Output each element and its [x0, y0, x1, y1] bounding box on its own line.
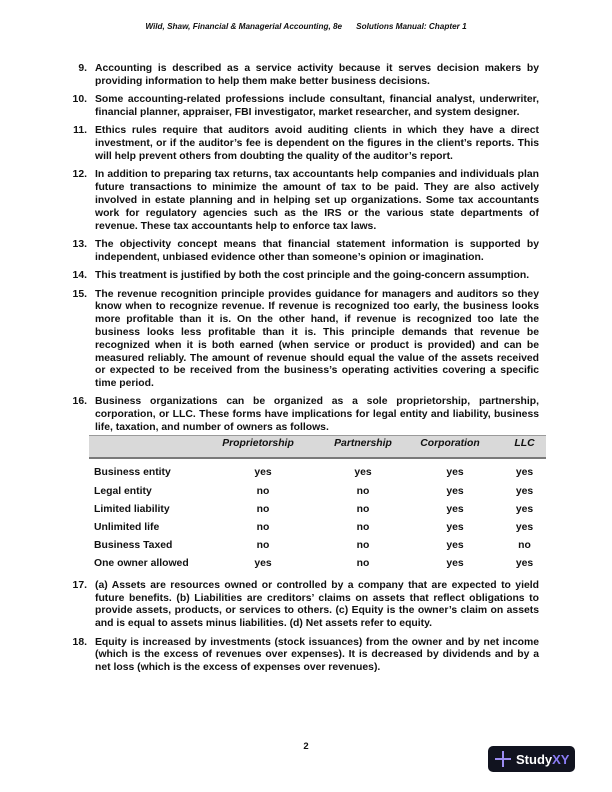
cell-llc: yes [515, 504, 534, 516]
item-text: Equity is increased by investments (stock issuances) from the owner and by net income (which is the excess of revenues over expenses). It is decreased by dividends and by a net loss (which is the excess of expenses over revenues). [95, 636, 539, 674]
row-label: Legal entity [94, 486, 152, 498]
cell-corporation: yes [446, 540, 464, 552]
item-text: The revenue recognition principle provides guidance for managers and auditors so they know when to recognize revenue. If revenue is recognized too early, the business looks more profitable than it is. On the other hand, if revenue is recognized too late the business looks less profitable than it is. This principle demands that revenue be recognized when it is both earned (when service or product is provided) and can be measured reliably. The amount of revenue should equal the value of the assets received or expected to be received from the business’s operating activities covering a specific time period. [95, 288, 539, 390]
cell-llc: yes [515, 558, 534, 570]
cell-partnership: no [356, 504, 370, 516]
item-number: 9. [78, 63, 87, 74]
table-row [89, 501, 546, 519]
table-row [89, 483, 546, 501]
column-header-partnership: Partnership [319, 435, 407, 458]
cell-proprietorship: yes [254, 467, 272, 479]
item-text: This treatment is justified by both the cost principle and the going-concern assumption. [95, 270, 530, 282]
cell-corporation: yes [446, 504, 464, 516]
cell-partnership: no [356, 558, 370, 570]
row-label: One owner allowed [94, 558, 189, 570]
header-book-title: Wild, Shaw, Financial & Managerial Accounting, 8e [145, 22, 343, 31]
answers-list [60, 63, 539, 681]
answer-item-11 [60, 125, 539, 163]
table-row [89, 458, 546, 483]
cell-partnership: no [356, 486, 370, 498]
cell-corporation: yes [446, 467, 464, 479]
cell-corporation: yes [446, 558, 464, 570]
answer-item-17 [60, 580, 539, 631]
answer-item-15 [60, 289, 539, 391]
row-label: Business entity [94, 467, 171, 479]
item-number: 14. [72, 270, 87, 282]
cell-proprietorship: no [256, 486, 270, 498]
header-chapter: Solutions Manual: Chapter 1 [356, 22, 467, 31]
row-label: Limited liability [94, 504, 170, 516]
cell-proprietorship: no [256, 540, 270, 552]
item-number: 16. [72, 396, 87, 408]
table-row [89, 519, 546, 537]
item-text: Accounting is described as a service activity because it serves decision makers by providing information to help them make better business decisions. [95, 63, 539, 87]
answer-item-9 [60, 63, 539, 89]
cell-llc: yes [515, 486, 534, 498]
answer-item-12 [60, 169, 539, 233]
cell-proprietorship: yes [254, 558, 272, 570]
running-header [0, 22, 612, 31]
column-header-corporation: Corporation [407, 435, 503, 458]
answer-item-13 [60, 239, 539, 265]
column-header-blank [89, 435, 207, 458]
studyxy-badge[interactable] [488, 746, 575, 772]
item-number: 18. [72, 636, 87, 648]
cell-corporation: yes [446, 522, 464, 534]
table-row [89, 555, 546, 573]
column-header-llc: LLC [503, 435, 546, 458]
cell-proprietorship: no [256, 504, 270, 516]
organization-forms-table [89, 435, 546, 573]
row-label: Business Taxed [94, 540, 173, 552]
column-header-proprietorship: Proprietorship [207, 435, 319, 458]
item-text: The objectivity concept means that financial statement information is supported by independent, unbiased evidence other than someone’s opinion or imagination. [95, 238, 539, 263]
answer-item-10 [60, 94, 539, 120]
item-number: 12. [72, 169, 87, 181]
item-number: 11. [73, 125, 87, 137]
item-text: In addition to preparing tax returns, tax accountants help companies and individuals plan future transactions to minimize the amount of tax to be paid. They are also actively involved in estate planning and in helping set up organizations. Some tax accountants work for regulatory agencies such as the IRS or the various state departments of revenue. These tax accountants help to enforce tax laws. [95, 169, 539, 232]
page-number: 2 [303, 741, 309, 752]
item-text: Some accounting-related professions include consultant, financial analyst, underwriter, financial planner, appraiser, FBI investigator, market researcher, and system designer. [95, 94, 539, 118]
item-text: Business organizations can be organized as a sole proprietorship, partnership, corporation, or LLC. These forms have implications for legal entity and liability, business life, taxation, and number of owners as follows. [95, 396, 539, 434]
cell-llc: yes [515, 467, 534, 479]
answer-item-16 [60, 396, 539, 434]
row-label: Unlimited life [94, 522, 160, 534]
badge-xy-text: XY [552, 751, 570, 767]
item-text: Ethics rules require that auditors avoid auditing clients in which they have a direct investment, or if the auditor’s fee is dependent on the figures in the client’s reports. This will help prevent others from doubting the quality of the auditor’s report. [95, 125, 539, 162]
item-number: 10. [72, 94, 87, 106]
table-header-row [89, 435, 546, 458]
cell-llc: yes [515, 522, 534, 534]
table-row [89, 537, 546, 555]
cell-corporation: yes [446, 486, 464, 498]
answer-item-18 [60, 637, 539, 675]
cell-llc: no [518, 540, 531, 552]
item-text: (a) Assets are resources owned or controlled by a company that are expected to yield future benefits. (b) Liabilities are creditors’ claims on assets that reflect obligations to provide assets, products, or services to others. (c) Equity is the owner’s claim on assets and is equal to assets minus liabilities. (d) Net assets refer to equity. [95, 579, 539, 630]
cell-partnership: no [356, 522, 370, 534]
plus-icon [495, 751, 511, 767]
item-number: 13. [72, 238, 87, 250]
cell-partnership: yes [354, 467, 372, 479]
answer-item-14 [60, 270, 539, 283]
item-number: 15. [72, 288, 87, 300]
item-number: 17. [72, 579, 87, 591]
cell-partnership: no [356, 540, 370, 552]
cell-proprietorship: no [256, 522, 270, 534]
badge-study-text: Study [516, 751, 553, 767]
